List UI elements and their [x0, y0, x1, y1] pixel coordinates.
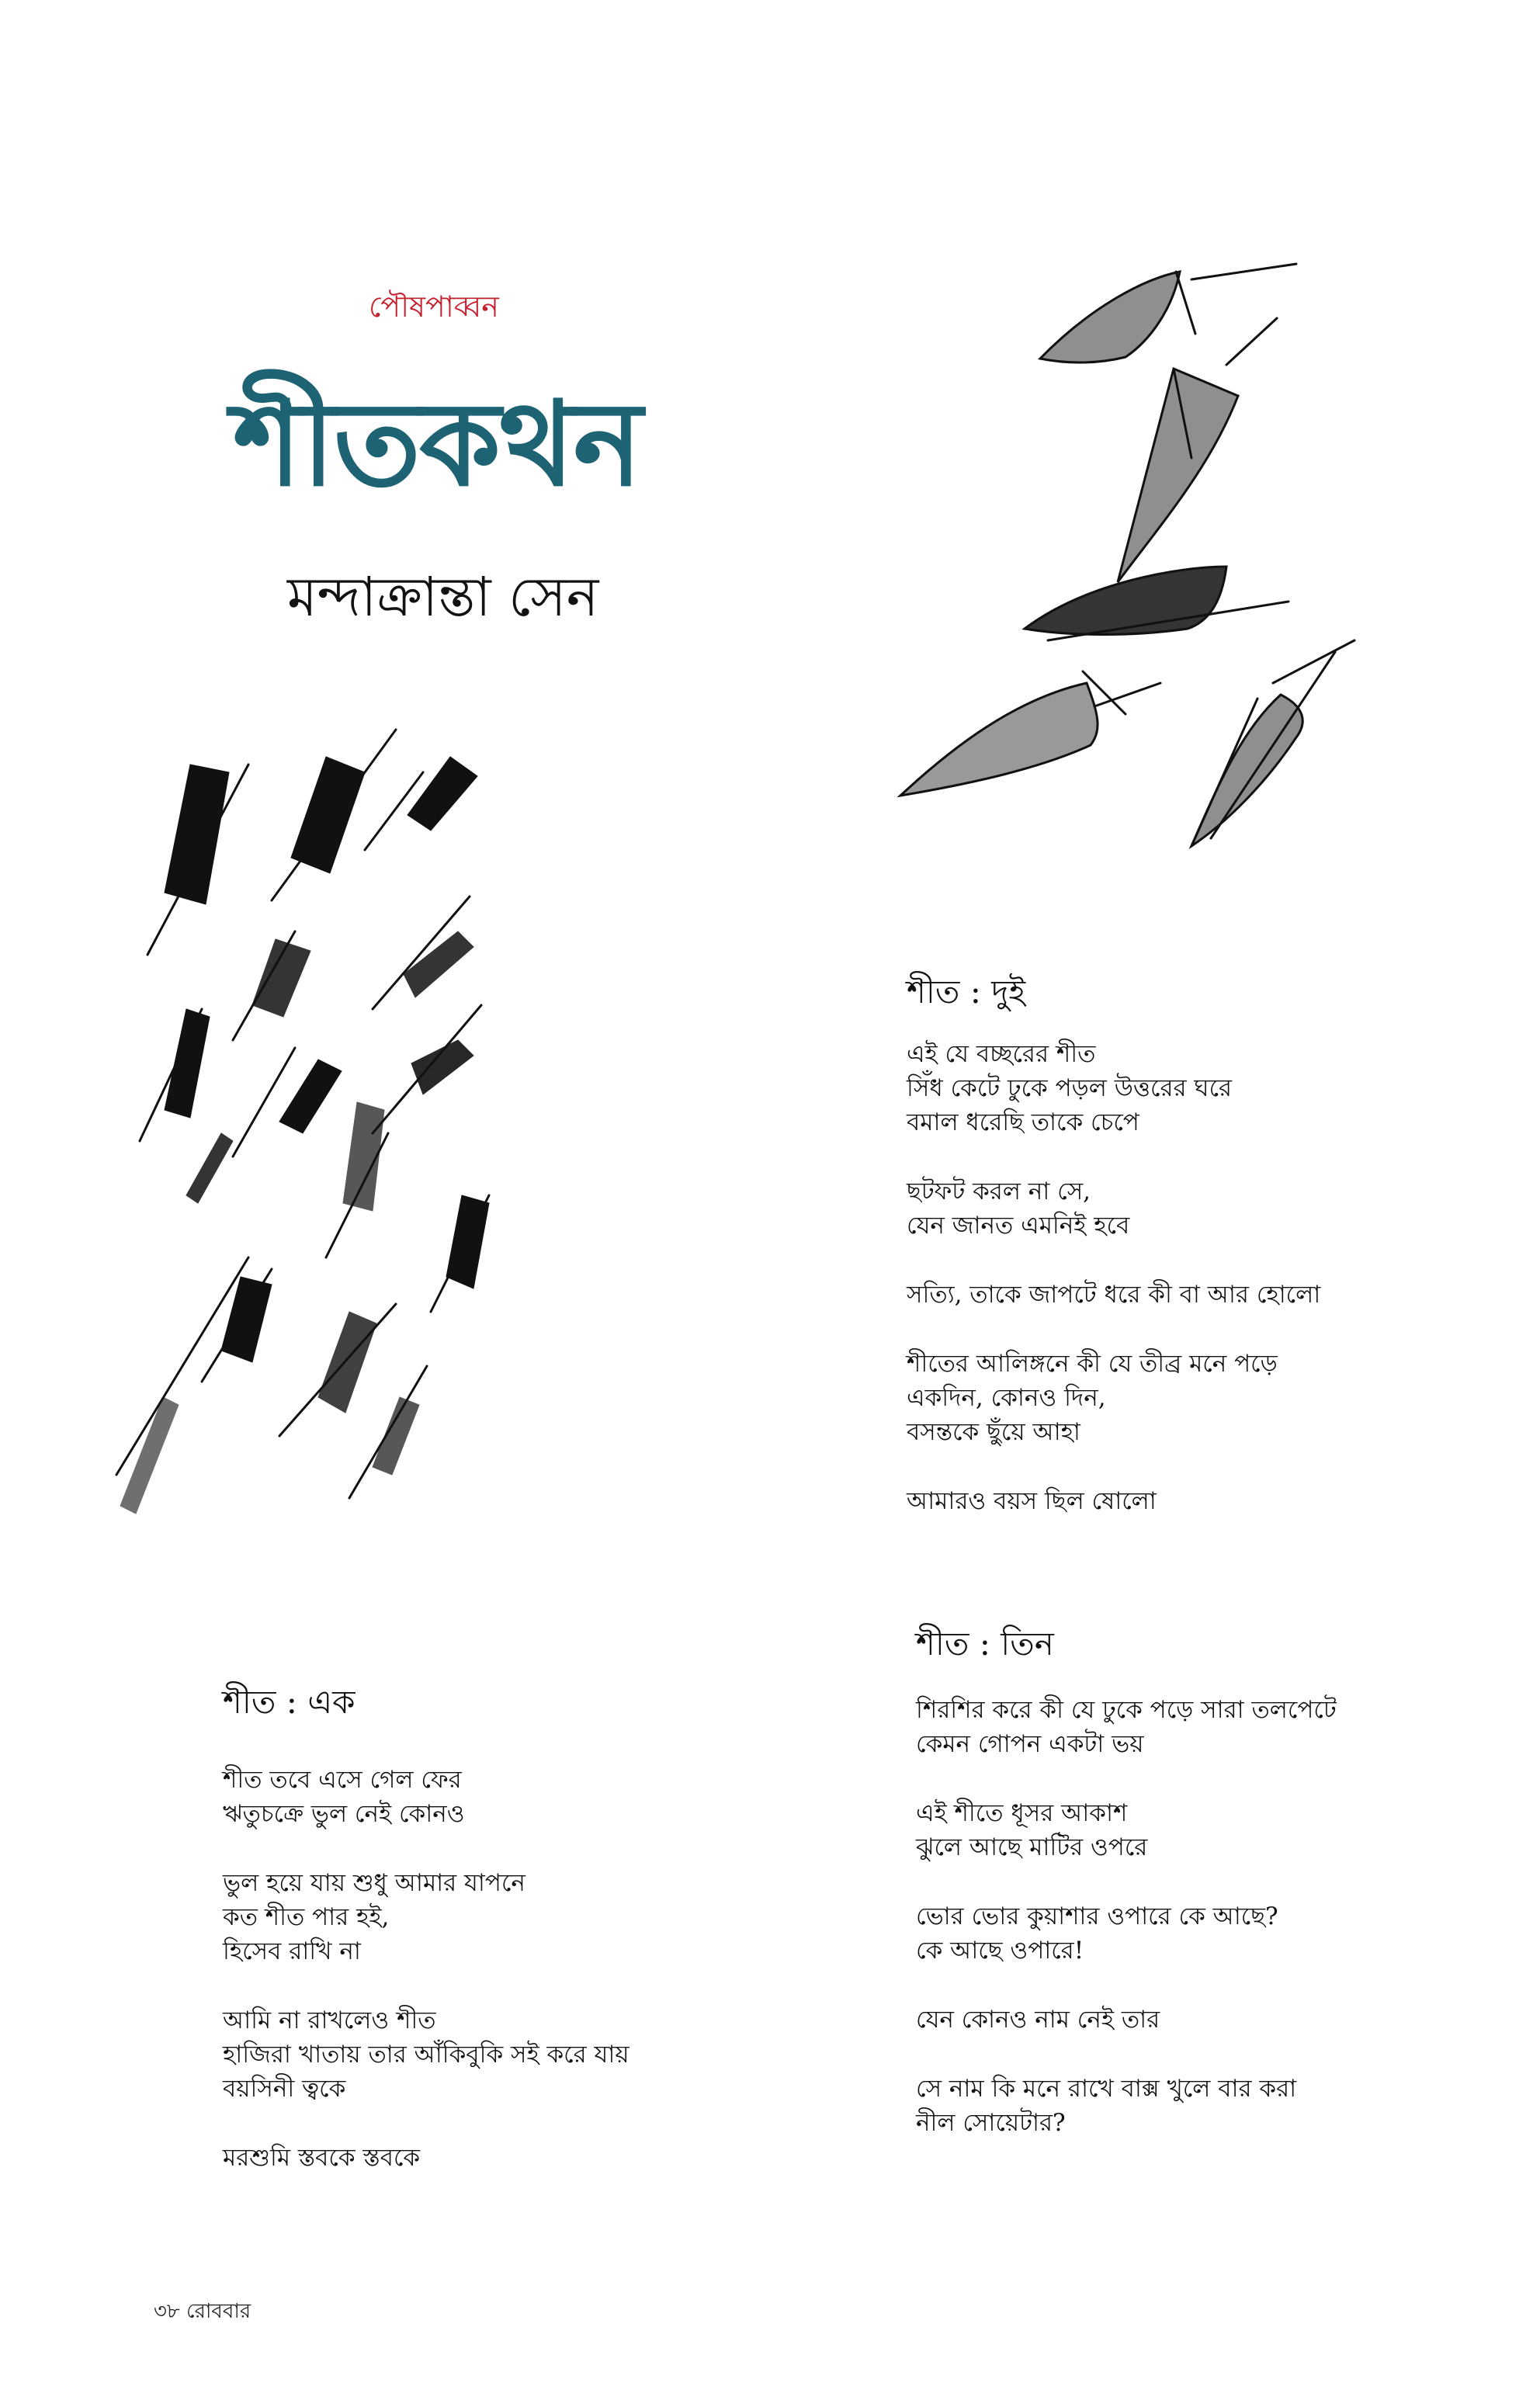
stanza	[223, 1866, 630, 1968]
poem-line: নীল সোয়েটার?	[916, 2109, 1066, 2137]
poem-2	[907, 966, 1320, 1553]
poem-line: সত্যি, তাকে জাপটে ধরে কী বা আর হোলো	[907, 1281, 1321, 1309]
poem-line: হাজিরা খাতায় তার আঁকিবুকি সই করে যায়	[223, 2041, 630, 2069]
poem-line: যেন জানত এমনিই হবে	[907, 1212, 1130, 1240]
poem-line: এই যে বচ্ছরের শীত	[907, 1040, 1096, 1068]
poem-line: এই শীতে ধূসর আকাশ	[916, 1799, 1128, 1827]
stanza	[907, 1278, 1320, 1312]
poem-line: বসন্তকে ছুঁয়ে আহা	[907, 1418, 1080, 1446]
stanza	[907, 1347, 1320, 1449]
poem-title: শীত : দুই	[907, 973, 1026, 1011]
poem-line: মরশুমি স্তবকে স্তবকে	[223, 2144, 421, 2172]
poem-1	[223, 1677, 630, 2210]
poem-line: বয়সিনী ত্বকে	[223, 2075, 346, 2103]
poem-title: শীত : এক	[223, 1683, 356, 1721]
poem-line: একদিন, কোনও দিন,	[907, 1384, 1106, 1412]
stanza	[907, 1484, 1320, 1518]
section-tag: পৌষপাব্বন	[369, 290, 499, 324]
stanza	[916, 1693, 1337, 1761]
poem-line: কে আছে ওপারে!	[916, 1937, 1084, 1965]
stanza	[916, 1899, 1337, 1968]
poem-line: ভুল হয়ে যায় শুধু আমার যাপনে	[223, 1869, 525, 1897]
stanza	[916, 1796, 1337, 1864]
stanza	[916, 2072, 1337, 2140]
poem-title: শীত : তিন	[916, 1625, 1054, 1663]
poem-line: কেমন গোপন একটা ভয়	[916, 1730, 1144, 1758]
stanza	[916, 2003, 1337, 2037]
page-title: শীতকথন	[233, 376, 641, 512]
poem-line: আমারও বয়স ছিল ষোলো	[907, 1487, 1157, 1515]
poem-line: ছটফট করল না সে,	[907, 1177, 1091, 1205]
stanza	[223, 2141, 630, 2175]
poem-line: ঝুলে আছে মাটির ওপরে	[916, 1833, 1148, 1861]
ink-leaf-shapes-illustration	[885, 248, 1366, 869]
poem-line: ঋতুচক্রে ভুল নেই কোনও	[223, 1800, 465, 1828]
ink-brush-strokes-illustration	[116, 699, 768, 1514]
poem-line: যেন কোনও নাম নেই তার	[916, 2006, 1160, 2034]
stanza	[223, 2003, 630, 2106]
author-name: মন্দাক্রান্তা সেন	[287, 565, 599, 629]
poem-line: হিসেব রাখি না	[223, 1937, 361, 1965]
poem-line: শীত তবে এসে গেল ফের	[223, 1766, 462, 1794]
stanza	[223, 1763, 630, 1831]
poem-line: ভোর ভোর কুয়াশার ওপারে কে আছে?	[916, 1902, 1278, 1930]
page-footer: ৩৮ রোববার	[154, 2300, 251, 2323]
poem-line: আমি না রাখলেও শীত	[223, 2006, 436, 2034]
poem-line: শীতের আলিঙ্গনে কী যে তীব্র মনে পড়ে	[907, 1350, 1278, 1378]
poem-line: বমাল ধরেছি তাকে চেপে	[907, 1108, 1139, 1136]
poem-line: সে নাম কি মনে রাখে বাক্স খুলে বার করা	[916, 2075, 1297, 2103]
stanza	[907, 1037, 1320, 1139]
poem-line: সিঁধ কেটে ঢুকে পড়ল উত্তরের ঘরে	[907, 1074, 1233, 1102]
poem-line: শিরশির করে কী যে ঢুকে পড়ে সারা তলপেটে	[916, 1696, 1337, 1724]
poem-3	[916, 1618, 1337, 2175]
poem-line: কত শীত পার হই,	[223, 1903, 390, 1931]
stanza	[907, 1174, 1320, 1243]
